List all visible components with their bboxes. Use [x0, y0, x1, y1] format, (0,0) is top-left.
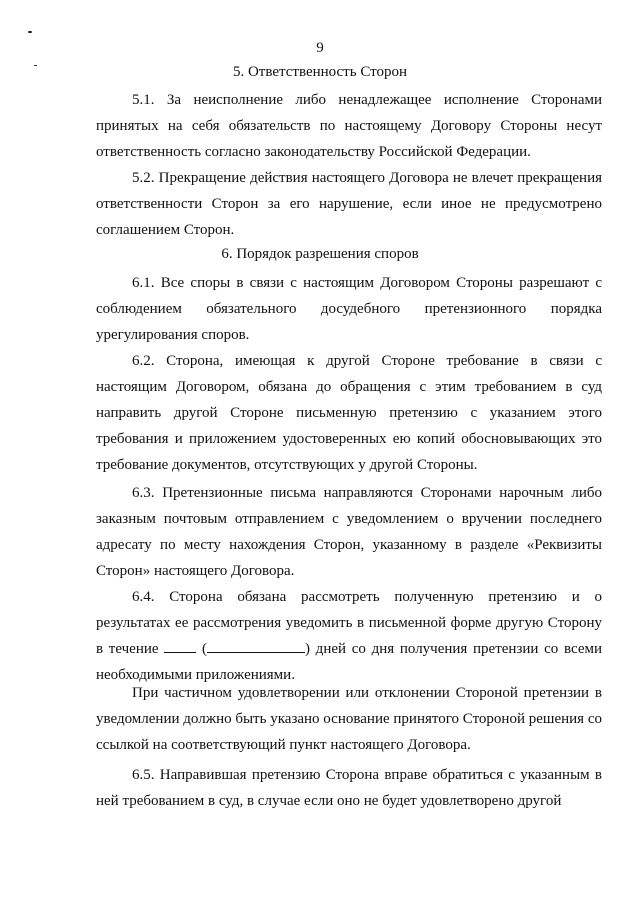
paragraph-6-4 — [96, 584, 602, 688]
blank-days-number[interactable] — [164, 638, 196, 653]
paragraph-6-3: 6.3. Претензионные письма направляются Сторонами нарочным либо заказным почтовым отправлением с уведомлением о вручении последнего адресату по месту нахождения Сторон, указанному в разделе «Реквизиты Сторон» настоящего Договора. — [96, 485, 602, 579]
scan-mark — [28, 31, 32, 33]
section-5-title: 5. Ответственность Сторон — [232, 64, 408, 80]
paragraph-6-4-text-end: ) дней со дня получения претензии со всеми необходимыми приложениями. — [96, 641, 603, 683]
paragraph-5-2: 5.2. Прекращение действия настоящего Договора не влечет прекращения ответственности Сторон за его нарушение, если иное не предусмотрено соглашением Сторон. — [96, 170, 602, 238]
blank-days-words[interactable] — [207, 638, 305, 653]
paragraph-6-4-paren: ( — [201, 641, 207, 657]
paragraph-6-1: 6.1. Все споры в связи с настоящим Договором Стороны разрешают с соблюдением обязательного досудебного претензионного порядка урегулирования споров. — [96, 275, 602, 343]
paragraph-5-1: 5.1. За неисполнение либо ненадлежащее исполнение Сторонами принятых на себя обязательств по настоящему Договору Стороны несут ответственность согласно законодательству Российской Федерации. — [96, 92, 602, 160]
paragraph-6-5: 6.5. Направившая претензию Сторона вправе обратиться с указанным в ней требованием в суд, в случае если оно не будет удовлетворено другой — [96, 767, 602, 809]
section-6-title: 6. Порядок разрешения споров — [221, 246, 419, 262]
page-number: 9 — [316, 40, 324, 56]
paragraph-6-4-addendum: При частичном удовлетворении или отклонении Стороной претензии в уведомлении должно быть указано основание принятого Стороной решения со ссылкой на соответствующий пункт настоящего Договора. — [96, 685, 602, 753]
paragraph-6-2: 6.2. Сторона, имеющая к другой Стороне требование в связи с настоящим Договором, обязана до обращения с этим требованием в суд направить другой Стороне письменную претензию с указанием этого требования и приложением удостоверенных ею копий обосновывающих это требование документов, отсутствующих у другой Стороны. — [96, 353, 602, 473]
paragraph-6-4-text-start: 6.4. Сторона обязана рассмотреть полученную претензию и о результатах ее рассмотрения уведомить в письменной форме другую Сторону в течение — [96, 589, 602, 657]
